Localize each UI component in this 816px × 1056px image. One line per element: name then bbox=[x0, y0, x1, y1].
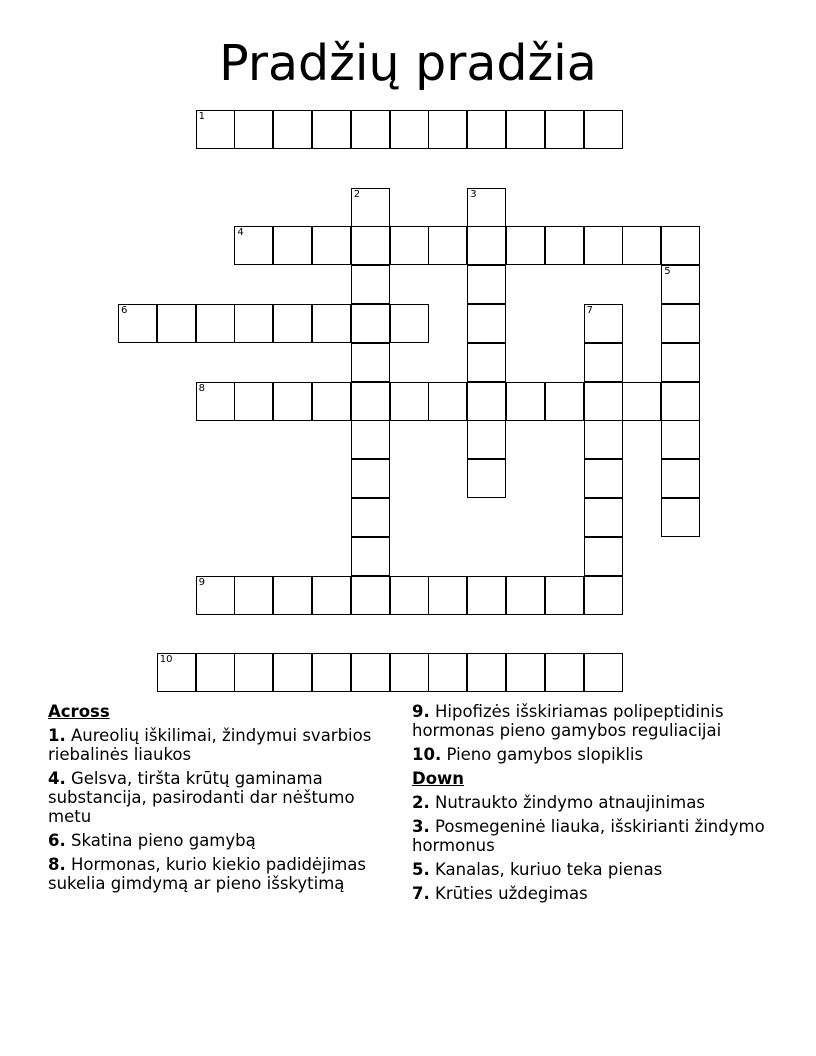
grid-cell[interactable] bbox=[196, 110, 235, 149]
grid-cell[interactable] bbox=[351, 188, 390, 227]
grid-cell[interactable] bbox=[351, 537, 390, 576]
cell-number: 7 bbox=[586, 305, 593, 316]
grid-cell[interactable] bbox=[584, 110, 623, 149]
cell-number: 9 bbox=[198, 576, 205, 588]
grid-cell[interactable] bbox=[196, 304, 235, 343]
grid-cell[interactable] bbox=[622, 226, 661, 265]
grid-cell[interactable] bbox=[312, 382, 351, 421]
clue-text: Skatina pieno gamybą bbox=[71, 831, 256, 850]
grid-cell[interactable] bbox=[467, 382, 506, 421]
grid-cell[interactable] bbox=[622, 382, 661, 421]
grid-cell[interactable] bbox=[273, 653, 312, 692]
grid-cell[interactable] bbox=[234, 110, 273, 149]
clue-text: Nutraukto žindymo atnaujinimas bbox=[435, 793, 705, 812]
clue-text: Hormonas, kurio kiekio padidėjimas sukelia gimdymą ar pieno išskytimą bbox=[48, 855, 367, 893]
cell-number: 1 bbox=[198, 111, 205, 122]
grid-cell[interactable] bbox=[467, 265, 506, 304]
grid-cell[interactable] bbox=[351, 576, 390, 615]
cell-number: 3 bbox=[470, 188, 477, 200]
grid-cell[interactable] bbox=[390, 576, 429, 615]
grid-cell[interactable] bbox=[545, 653, 584, 692]
grid-cell[interactable] bbox=[545, 226, 584, 265]
grid-cell[interactable] bbox=[273, 110, 312, 149]
grid-cell[interactable] bbox=[273, 304, 312, 343]
grid-cell[interactable] bbox=[467, 420, 506, 459]
clue-across-4 bbox=[48, 769, 393, 826]
grid-cell[interactable] bbox=[390, 304, 429, 343]
grid-cell[interactable] bbox=[428, 382, 467, 421]
grid-cell[interactable] bbox=[390, 226, 429, 265]
cell-number: 6 bbox=[121, 305, 128, 316]
grid-cell[interactable] bbox=[506, 226, 545, 265]
grid-cell[interactable] bbox=[234, 653, 273, 692]
cell-number: 4 bbox=[237, 227, 244, 239]
grid-cell[interactable] bbox=[234, 226, 273, 265]
cell-number: 8 bbox=[198, 382, 205, 394]
grid-cell[interactable] bbox=[467, 188, 506, 227]
clue-text: Hipofizės išskiriamas polipeptidinis hormonas pieno gamybos reguliacijai bbox=[412, 702, 724, 740]
clue-text: Kanalas, kuriuo teka pienas bbox=[435, 860, 663, 879]
grid-cell[interactable] bbox=[351, 226, 390, 265]
grid-cell[interactable] bbox=[351, 304, 390, 343]
clue-number: 3. bbox=[412, 817, 430, 836]
clues-column-right bbox=[412, 702, 782, 908]
grid-cell[interactable] bbox=[467, 576, 506, 615]
grid-cell[interactable] bbox=[506, 576, 545, 615]
grid-cell[interactable] bbox=[661, 498, 700, 537]
page-title: Pradžių pradžia bbox=[219, 35, 597, 92]
grid-cell[interactable] bbox=[196, 576, 235, 615]
grid-cell[interactable] bbox=[273, 576, 312, 615]
grid-cell[interactable] bbox=[234, 304, 273, 343]
clue-down-2 bbox=[412, 793, 782, 812]
grid-cell[interactable] bbox=[351, 110, 390, 149]
grid-cell[interactable] bbox=[661, 343, 700, 382]
grid-cell[interactable] bbox=[584, 537, 623, 576]
clue-across-8 bbox=[48, 855, 393, 893]
grid-cell[interactable] bbox=[312, 110, 351, 149]
clue-number: 2. bbox=[412, 793, 430, 812]
clues-column-left bbox=[48, 702, 393, 898]
clue-across-1 bbox=[48, 726, 393, 764]
grid-cell[interactable] bbox=[467, 304, 506, 343]
grid-cell[interactable] bbox=[584, 498, 623, 537]
grid-cell[interactable] bbox=[312, 304, 351, 343]
grid-cell[interactable] bbox=[234, 576, 273, 615]
clue-across-6 bbox=[48, 831, 393, 850]
clue-text: Posmegeninė liauka, išskirianti žindymo hormonus bbox=[412, 817, 765, 855]
grid-cell[interactable] bbox=[661, 382, 700, 421]
grid-cell[interactable] bbox=[428, 653, 467, 692]
clue-text: Aureolių iškilimai, žindymui svarbios riebalinės liaukos bbox=[48, 726, 372, 764]
across-heading: Across bbox=[48, 702, 110, 721]
grid-cell[interactable] bbox=[234, 382, 273, 421]
grid-cell[interactable] bbox=[157, 653, 196, 692]
grid-cell[interactable] bbox=[584, 382, 623, 421]
clue-down-3 bbox=[412, 817, 782, 855]
grid-cell[interactable] bbox=[661, 265, 700, 304]
grid-cell[interactable] bbox=[545, 382, 584, 421]
clue-number: 1. bbox=[48, 726, 66, 745]
grid-cell[interactable] bbox=[506, 110, 545, 149]
clue-across-10 bbox=[412, 745, 782, 764]
grid-cell[interactable] bbox=[351, 459, 390, 498]
grid-cell[interactable] bbox=[351, 343, 390, 382]
grid-cell[interactable] bbox=[196, 382, 235, 421]
grid-cell[interactable] bbox=[545, 576, 584, 615]
grid-cell[interactable] bbox=[312, 226, 351, 265]
grid-cell[interactable] bbox=[467, 653, 506, 692]
grid-cell[interactable] bbox=[584, 226, 623, 265]
grid-cell[interactable] bbox=[428, 576, 467, 615]
grid-cell[interactable] bbox=[545, 110, 584, 149]
grid-cell[interactable] bbox=[157, 304, 196, 343]
grid-cell[interactable] bbox=[506, 653, 545, 692]
grid-cell[interactable] bbox=[467, 110, 506, 149]
grid-cell[interactable] bbox=[584, 459, 623, 498]
clue-text: Pieno gamybos slopiklis bbox=[446, 745, 644, 764]
grid-cell[interactable] bbox=[312, 576, 351, 615]
grid-cell[interactable] bbox=[661, 420, 700, 459]
grid-cell[interactable] bbox=[661, 226, 700, 265]
grid-cell[interactable] bbox=[467, 459, 506, 498]
grid-cell[interactable] bbox=[390, 110, 429, 149]
clue-number: 5. bbox=[412, 860, 430, 879]
grid-cell[interactable] bbox=[351, 498, 390, 537]
grid-cell[interactable] bbox=[661, 304, 700, 343]
grid-cell[interactable] bbox=[584, 576, 623, 615]
grid-cell[interactable] bbox=[351, 265, 390, 304]
grid-cell[interactable] bbox=[390, 382, 429, 421]
grid-cell[interactable] bbox=[118, 304, 157, 343]
grid-cell[interactable] bbox=[584, 653, 623, 692]
grid-cell[interactable] bbox=[661, 459, 700, 498]
grid-cell[interactable] bbox=[428, 110, 467, 149]
clue-text: Krūties uždegimas bbox=[435, 884, 588, 903]
clue-number: 8. bbox=[48, 855, 66, 874]
clue-number: 4. bbox=[48, 769, 66, 788]
grid-cell[interactable] bbox=[312, 653, 351, 692]
grid-cell[interactable] bbox=[390, 653, 429, 692]
clue-down-5 bbox=[412, 860, 782, 879]
grid-cell[interactable] bbox=[351, 420, 390, 459]
grid-cell[interactable] bbox=[584, 420, 623, 459]
grid-cell[interactable] bbox=[196, 653, 235, 692]
cell-number: 10 bbox=[159, 654, 173, 666]
grid-cell[interactable] bbox=[584, 343, 623, 382]
down-heading: Down bbox=[412, 769, 465, 788]
clue-number: 7. bbox=[412, 884, 430, 903]
clue-number: 6. bbox=[48, 831, 66, 850]
grid-cell[interactable] bbox=[467, 226, 506, 265]
clue-text: Gelsva, tiršta krūtų gaminama substancija, pasirodanti dar nėštumo metu bbox=[48, 769, 355, 826]
grid-cell[interactable] bbox=[428, 226, 467, 265]
clue-across-9 bbox=[412, 702, 782, 740]
clue-number: 9. bbox=[412, 702, 430, 721]
grid-cell[interactable] bbox=[506, 382, 545, 421]
grid-cell[interactable] bbox=[273, 382, 312, 421]
grid-cell[interactable] bbox=[467, 343, 506, 382]
clue-number: 10. bbox=[412, 745, 442, 764]
grid-cell[interactable] bbox=[351, 653, 390, 692]
grid-cell[interactable] bbox=[351, 382, 390, 421]
cell-number: 5 bbox=[664, 266, 671, 278]
cell-number: 2 bbox=[353, 188, 361, 200]
clue-down-7 bbox=[412, 884, 782, 903]
grid-cell[interactable] bbox=[584, 304, 623, 343]
grid-cell[interactable] bbox=[273, 226, 312, 265]
